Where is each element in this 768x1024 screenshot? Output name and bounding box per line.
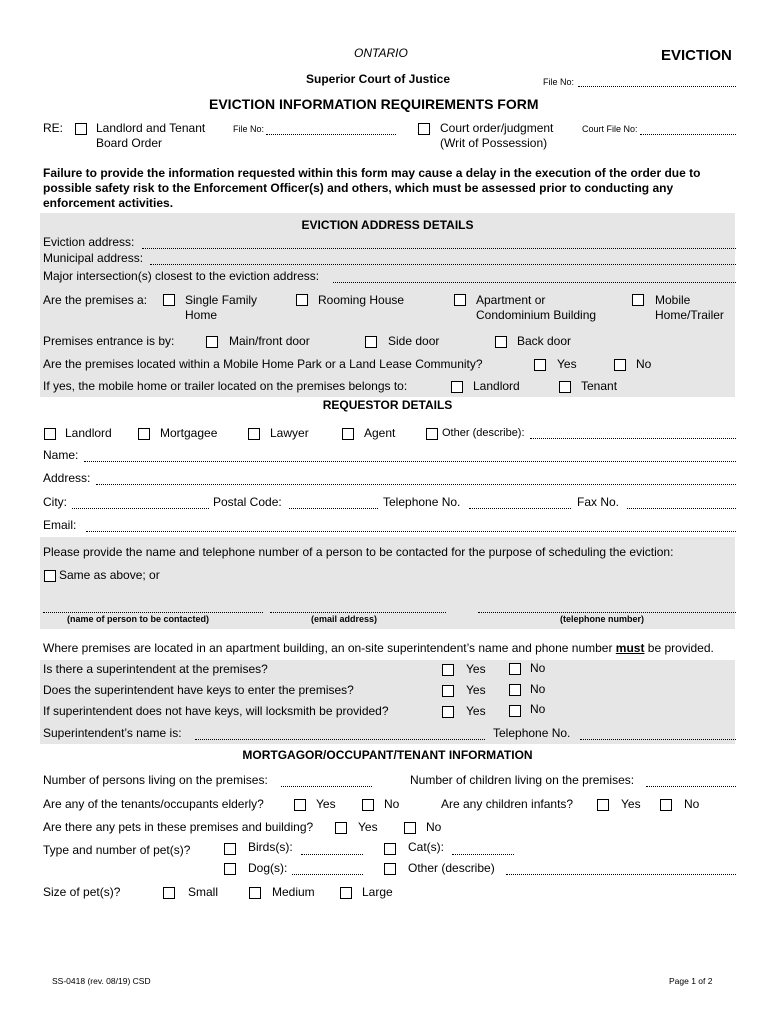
same-as-above-label: Same as above; or [59,568,160,582]
requestor-landlord-label: Landlord [65,426,112,440]
cats-checkbox[interactable] [384,843,396,855]
q3-no-checkbox[interactable] [509,705,521,717]
other-pet-field[interactable] [506,874,736,875]
superintendent-q3: If superintendent does not have keys, will locksmith be provided? [43,704,389,718]
side-door-label: Side door [388,334,440,348]
eviction-address-field[interactable] [142,248,736,249]
court-name: Superior Court of Justice [306,72,451,86]
telephone-field[interactable] [469,508,571,509]
email-field[interactable] [86,531,736,532]
mobile-home-line1: Mobile [655,293,691,307]
form-code: SS-0418 (rev. 08/19) CSD [52,976,151,986]
single-family-line2: Home [185,308,218,322]
must-emphasis: must [615,641,645,655]
requestor-lawyer-checkbox[interactable] [248,428,260,440]
name-field[interactable] [84,461,736,462]
contact-name-field[interactable] [43,612,263,613]
superintendent-name-label: Superintendent’s name is: [43,726,182,740]
mobile-home-checkbox[interactable] [632,294,644,306]
intersection-field[interactable] [333,282,736,283]
birds-field[interactable] [301,854,363,855]
infants-no-checkbox[interactable] [660,799,672,811]
court-order-line2: (Writ of Possession) [440,136,548,150]
ltb-file-no-label: File No: [233,124,265,134]
mobile-park-yes-label: Yes [557,357,577,371]
email-label: Email: [43,518,77,532]
q1-yes-label: Yes [466,662,486,676]
name-label: Name: [43,448,79,462]
elderly-yes-label: Yes [316,797,336,811]
requestor-mortgagee-checkbox[interactable] [138,428,150,440]
requestor-heading: REQUESTOR DETAILS [322,398,453,412]
same-as-above-checkbox[interactable] [44,570,56,582]
pet-small-label: Small [188,885,219,899]
requestor-agent-checkbox[interactable] [342,428,354,440]
telephone-label: Telephone No. [383,495,461,509]
back-door-checkbox[interactable] [495,336,507,348]
ltb-order-checkbox[interactable] [75,123,87,135]
municipal-address-label: Municipal address: [43,251,144,265]
court-order-checkbox[interactable] [418,123,430,135]
q1-no-label: No [530,661,546,675]
eviction-address-label: Eviction address: [43,235,135,249]
mobile-park-no-label: No [636,357,652,371]
ontario-label: ONTARIO [354,46,408,60]
pets-question: Are there any pets in these premises and building? [43,820,314,834]
entrance-label: Premises entrance is by: [43,334,175,348]
q1-yes-checkbox[interactable] [442,664,454,676]
pet-large-label: Large [362,885,393,899]
contact-phone-caption: (telephone number) [560,614,645,624]
cats-label: Cat(s): [408,840,444,854]
q2-yes-label: Yes [466,683,486,697]
re-label: RE: [43,121,64,135]
elderly-no-label: No [384,797,400,811]
dogs-label: Dog(s): [248,861,288,875]
requestor-other-label: Other (describe): [442,427,525,439]
postal-code-label: Postal Code: [213,495,282,509]
infants-no-label: No [684,797,700,811]
superintendent-telephone-label: Telephone No. [493,726,571,740]
mobile-home-line2: Home/Trailer [655,308,724,322]
requestor-landlord-checkbox[interactable] [44,428,56,440]
children-field[interactable] [646,786,736,787]
side-door-checkbox[interactable] [365,336,377,348]
back-door-label: Back door [517,334,572,348]
fax-label: Fax No. [577,495,620,509]
apartment-checkbox[interactable] [454,294,466,306]
postal-code-field[interactable] [289,508,378,509]
main-door-label: Main/front door [229,334,310,348]
contact-phone-field[interactable] [478,612,736,613]
birds-checkbox[interactable] [224,843,236,855]
requestor-agent-label: Agent [364,426,396,440]
superintendent-telephone-field[interactable] [580,739,736,740]
mobile-park-no-checkbox[interactable] [614,359,626,371]
dogs-field[interactable] [292,874,363,875]
q3-no-label: No [530,702,546,716]
pet-large-checkbox[interactable] [340,887,352,899]
warning-line1: Failure to provide the information requested within this form may cause a delay in the execution of the order due to [43,166,701,180]
q2-no-label: No [530,682,546,696]
page-number: Page 1 of 2 [669,976,713,986]
contact-prompt: Please provide the name and telephone number of a person to be contacted for the purpose of scheduling the eviction: [43,545,674,559]
ltb-file-no-field[interactable] [266,134,396,135]
occupant-heading: MORTGAGOR/OCCUPANT/TENANT INFORMATION [242,748,533,762]
pets-no-checkbox[interactable] [404,822,416,834]
apartment-line2: Condominium Building [476,308,597,322]
eviction-address-heading: EVICTION ADDRESS DETAILS [301,218,474,232]
address-label: Address: [43,471,91,485]
file-no-label: File No: [543,77,575,87]
other-pet-checkbox[interactable] [384,863,396,875]
requestor-other-checkbox[interactable] [426,428,438,440]
superintendent-q2: Does the superintendent have keys to enter the premises? [43,683,354,697]
municipal-address-field[interactable] [150,264,736,265]
pet-size-label: Size of pet(s)? [43,885,121,899]
city-field[interactable] [72,508,209,509]
pets-yes-label: Yes [358,820,378,834]
elderly-no-checkbox[interactable] [362,799,374,811]
infants-yes-label: Yes [621,797,641,811]
pet-medium-label: Medium [272,885,315,899]
superintendent-intro-pre: Where premises are located in an apartment building, an on-site superintendent’s name and phone number [43,641,616,655]
fax-field[interactable] [627,508,736,509]
elderly-question: Are any of the tenants/occupants elderly? [43,797,264,811]
mobile-park-question: Are the premises located within a Mobile Home Park or a Land Lease Community? [43,357,483,371]
belongs-landlord-checkbox[interactable] [451,381,463,393]
contact-name-caption: (name of person to be contacted) [67,614,210,624]
main-door-checkbox[interactable] [206,336,218,348]
requestor-lawyer-label: Lawyer [270,426,309,440]
court-order-line1: Court order/judgment [440,121,554,135]
persons-field[interactable] [281,786,372,787]
cats-field[interactable] [452,854,514,855]
superintendent-name-field[interactable] [195,739,485,740]
warning-line2: possible safety risk to the Enforcement Officer(s) and others, which must be assessed prior to conducting any [43,181,674,195]
apartment-line1: Apartment or [476,293,546,307]
q2-no-checkbox[interactable] [509,684,521,696]
warning-line3: enforcement activities. [43,196,174,210]
pet-small-checkbox[interactable] [163,887,175,899]
belongs-tenant-checkbox[interactable] [559,381,571,393]
pets-yes-checkbox[interactable] [335,822,347,834]
premises-type-label: Are the premises a: [43,293,148,307]
superintendent-intro [43,641,714,655]
mobile-park-yes-checkbox[interactable] [534,359,546,371]
dogs-checkbox[interactable] [224,863,236,875]
belongs-question: If yes, the mobile home or trailer located on the premises belongs to: [43,379,408,393]
pets-no-label: No [426,820,442,834]
q1-no-checkbox[interactable] [509,663,521,675]
other-pet-label: Other (describe) [408,861,495,875]
children-label: Number of children living on the premises: [410,773,635,787]
superintendent-intro-post: be provided. [644,641,714,655]
contact-email-field[interactable] [270,612,446,613]
q2-yes-checkbox[interactable] [442,685,454,697]
belongs-tenant-label: Tenant [581,379,618,393]
intersection-label: Major intersection(s) closest to the eviction address: [43,269,320,283]
rooming-house-label: Rooming House [318,293,405,307]
belongs-landlord-label: Landlord [473,379,520,393]
requestor-other-field[interactable] [530,438,736,439]
city-label: City: [43,495,67,509]
ltb-label-line2: Board Order [96,136,163,150]
rooming-house-checkbox[interactable] [296,294,308,306]
infants-question: Are any children infants? [441,797,574,811]
court-file-no-label: Court File No: [582,124,638,134]
infants-yes-checkbox[interactable] [597,799,609,811]
ltb-label-line1: Landlord and Tenant [96,121,206,135]
address-field[interactable] [96,484,736,485]
form-title: EVICTION INFORMATION REQUIREMENTS FORM [209,96,539,112]
single-family-line1: Single Family [185,293,258,307]
file-no-field[interactable] [578,86,736,87]
eviction-label: EVICTION [661,47,732,64]
elderly-yes-checkbox[interactable] [294,799,306,811]
pet-medium-checkbox[interactable] [249,887,261,899]
q3-yes-label: Yes [466,704,486,718]
single-family-checkbox[interactable] [163,294,175,306]
persons-label: Number of persons living on the premises: [43,773,268,787]
requestor-mortgagee-label: Mortgagee [160,426,218,440]
contact-email-caption: (email address) [311,614,378,624]
birds-label: Birds(s): [248,840,293,854]
q3-yes-checkbox[interactable] [442,706,454,718]
superintendent-q1: Is there a superintendent at the premises? [43,662,268,676]
pet-type-label: Type and number of pet(s)? [43,843,191,857]
court-file-no-field[interactable] [640,134,736,135]
